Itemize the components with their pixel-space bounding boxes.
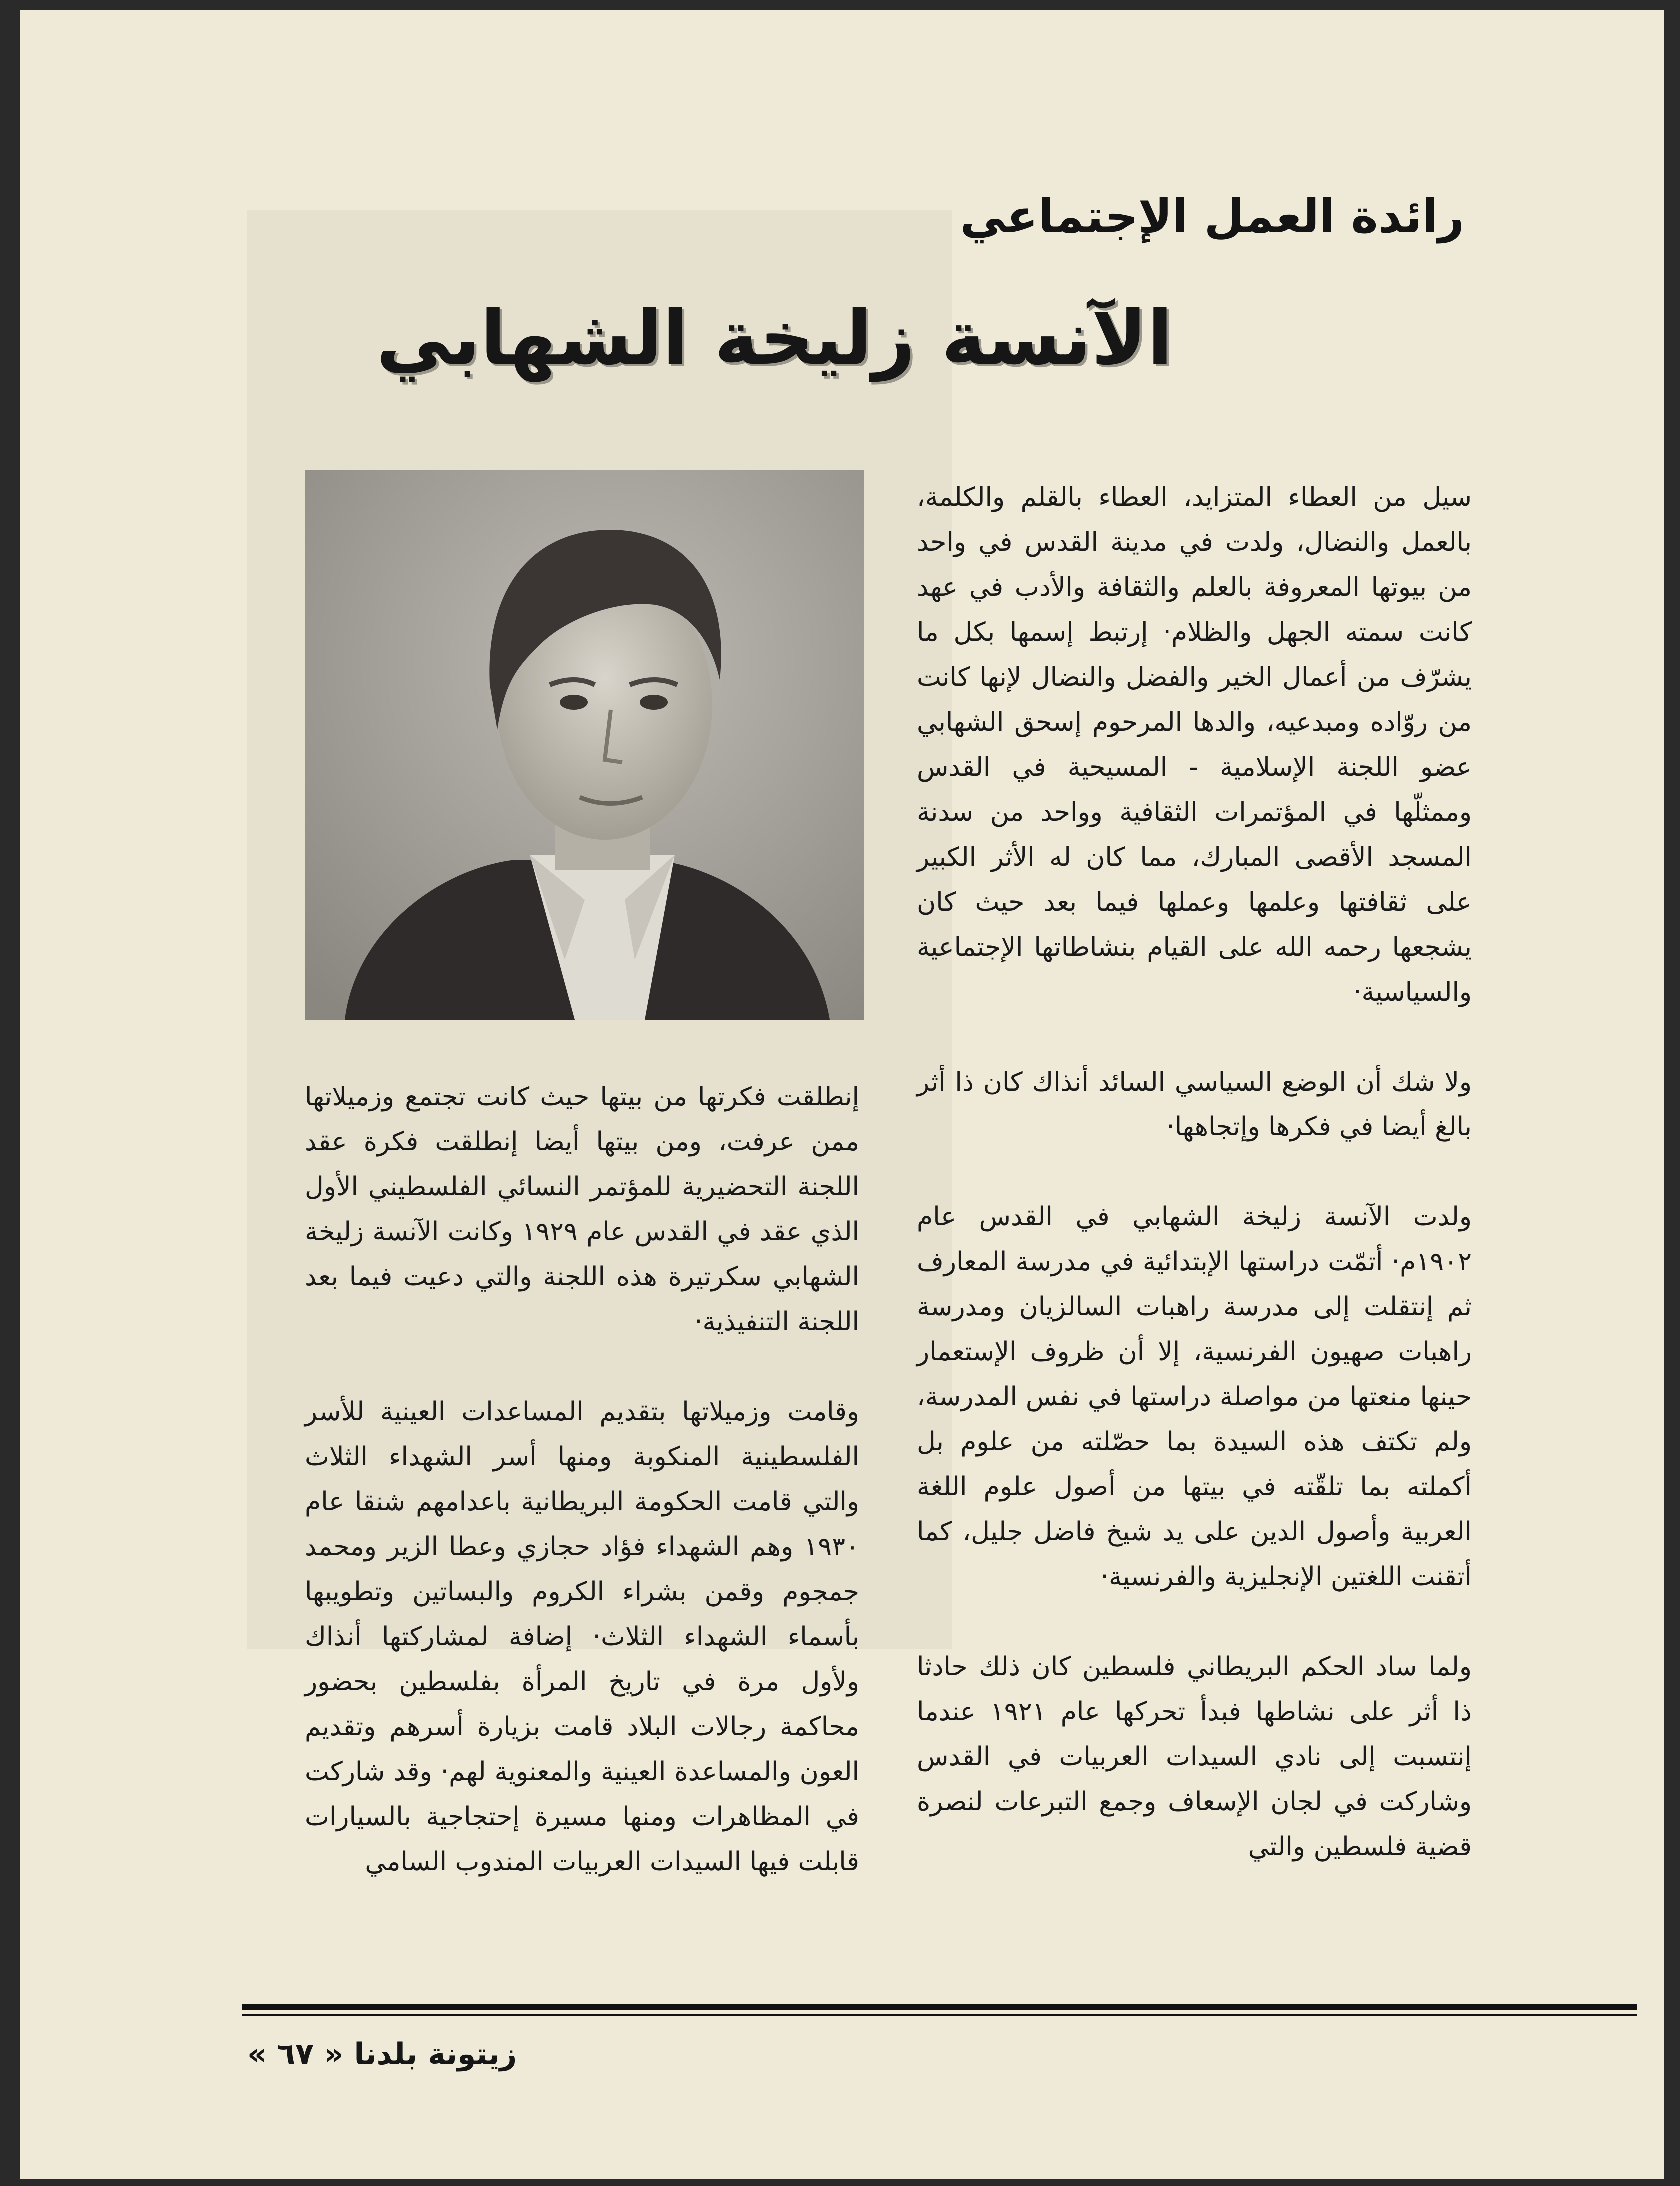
- article-paragraph: ولدت الآنسة زليخة الشهابي في القدس عام ١٩٠٢م· أتمّت دراستها الإبتدائية في مدرسة المعارف ثم إنتقلت إلى مدرسة راهبات السالزيان ومدرسة راهبات صهيون الفرنسية، إلا أن ظروف الإستعمار حينها منعتها من مواصلة دراستها في نفس المدرسة، ولم تكتف هذه السيدة بما حصّلته من علوم بل أكملته بما تلقّته في بيتها من أصول علوم اللغة العربية وأصول الدين على يد شيخ فاضل جليل، كما أتقنت اللغتين الإنجليزية والفرنسية·: [917, 1202, 1472, 1592]
- article-title: الآنسة زليخة الشهابي: [376, 295, 1173, 382]
- article-paragraph: ولا شك أن الوضع السياسي السائد أنذاك كان ذا أثر بالغ أيضا في فكرها وإتجاهها·: [917, 1067, 1472, 1142]
- article-kicker: رائدة العمل الإجتماعي: [960, 190, 1464, 243]
- article-paragraph: ولما ساد الحكم البريطاني فلسطين كان ذلك حادثا ذا أثر على نشاطها فبدأ تحركها عام ١٩٢١ عندما إنتسبت إلى نادي السيدات العربيات في القدس وشاركت في لجان الإسعاف وجمع التبرعات لنصرة قضية فلسطين والتي: [917, 1652, 1472, 1862]
- magazine-page: [20, 10, 1664, 2179]
- article-paragraph: وقامت وزميلاتها بتقديم المساعدات العينية للأسر الفلسطينية المنكوبة ومنها أسر الشهداء الثلاث والتي قامت الحكومة البريطانية باعدامهم شنقا عام ١٩٣٠ وهم الشهداء فؤاد حجازي وعطا الزير ومحمد جمجوم وقمن بشراء الكروم والبساتين وتطويبها بأسماء الشهداء الثلاث· إضافة لمشاركتها أنذاك ولأول مرة في تاريخ المرأة بفلسطين بحضور محاكمة رجالات البلاد قامت بزيارة أسرهم وتقديم العون والمساعدة العينية والمعنوية لهم· وقد شاركت في المظاهرات ومنها مسيرة إحتجاجية بالسيارات قابلت فيها السيدات العربيات المندوب السامي: [305, 1397, 859, 1877]
- article-paragraph: إنطلقت فكرتها من بيتها حيث كانت تجتمع وزميلاتها ممن عرفت، ومن بيتها أيضا إنطلقت فكرة عقد اللجنة التحضيرية للمؤتمر النسائي الفلسطيني الأول الذي عقد في القدس عام ١٩٢٩ وكانت الآنسة زليخة الشهابي سكرتيرة هذه اللجنة والتي دعيت فيما بعد اللجنة التنفيذية·: [305, 1082, 859, 1337]
- page-folio: زيتونة بلدنا « ٦٧ »: [247, 2037, 517, 2072]
- article-paragraph: سيل من العطاء المتزايد، العطاء بالقلم والكلمة، بالعمل والنضال، ولدت في مدينة القدس في واحد من بيوتها المعروفة بالعلم والثقافة والأدب في عهد كانت سمته الجهل والظلام· إرتبط إسمها بكل ما يشرّف من أعمال الخير والفضل والنضال لإنها كانت من روّاده ومبدعيه، والدها المرحوم إسحق الشهابي عضو اللجنة الإسلامية - المسيحية في القدس وممثلّها في المؤتمرات الثقافية وواحد من سدنة المسجد الأقصى المبارك، مما كان له الأثر الكبير على ثقافتها وعلمها وعملها فيما بعد حيث كان يشجعها رحمه الله على القيام بنشاطاتها الإجتماعية والسياسية·: [917, 482, 1472, 1007]
- portrait-photo: [305, 470, 864, 1020]
- portrait-illustration: [305, 470, 864, 1020]
- article-column-left: [305, 1075, 859, 1929]
- footer-rule-thick: [242, 2004, 1637, 2010]
- article-column-right: [917, 475, 1472, 1914]
- footer-rules: [242, 2004, 1637, 2016]
- footer-rule-thin: [242, 2014, 1637, 2016]
